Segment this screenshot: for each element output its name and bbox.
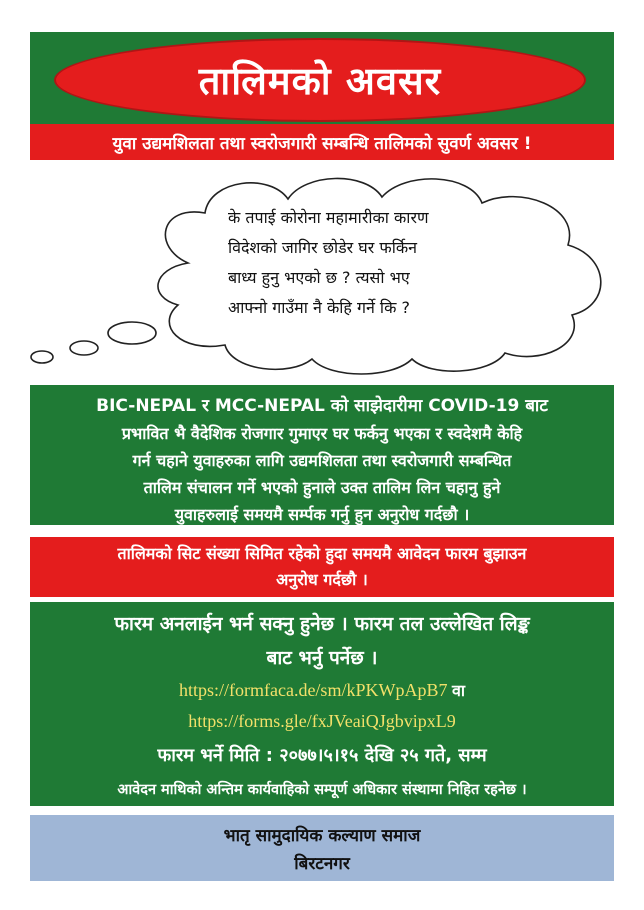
subtitle-band <box>30 124 614 160</box>
form-rights-note: आवेदन माथिको अन्तिम कार्यवाहिको सम्पूर्ण अधिकार संस्थामा निहित रहनेछ । <box>117 782 527 798</box>
form-link-1[interactable]: https://formfaca.de/sm/kPKWpApB7 <box>178 680 448 700</box>
form-link-2[interactable]: https://forms.gle/fxJVeaiQJgbvipxL9 <box>188 711 456 731</box>
info-line: तालिम संचालन गर्ने भएको हुनाले उक्त तालिम लिन चहानु हुने <box>143 478 501 497</box>
footer-org-box <box>30 815 614 881</box>
page-subtitle: युवा उद्यमशिलता तथा स्वरोजगारी सम्बन्धि तालिमको सुवर्ण अवसर ! <box>112 133 532 154</box>
header-oval <box>54 38 586 122</box>
info-line: प्रभावित भै वैदेशिक रोजगार गुमाएर घर फर्कनु भएका र स्वदेशमै केहि <box>121 424 523 443</box>
info-line: गर्न चहाने युवाहरुका लागि उद्यमशिलता तथा स्वरोजगारी सम्बन्धित <box>132 451 512 470</box>
link-separator: वा <box>451 681 465 700</box>
form-instruction-line1: फारम अनलाईन भर्न सक्नु हुनेछ । फारम तल उल्लेखित लिङ्क <box>114 613 530 635</box>
info-line: BIC-NEPAL र MCC-NEPAL को साझेदारीमा COVID-19 बाट <box>96 396 548 416</box>
cloud-line: आफ्नो गाउँमा नै केहि गर्ने कि ? <box>228 298 410 317</box>
notice-line: तालिमको सिट संख्या सिमित रहेको हुदा समयमै आवेदन फारम बुझाउन <box>117 544 527 563</box>
org-location: बिरटनगर <box>294 854 350 874</box>
notice-box <box>30 537 614 597</box>
org-name: भातृ सामुदायिक कल्याण समाज <box>223 826 421 846</box>
notice-line: अनुरोध गर्दछौ । <box>276 570 368 589</box>
info-line: युवाहरुलाई समयमै सर्म्पक गर्नु हुन अनुरोध गर्दछौ । <box>174 505 470 524</box>
cloud-line: विदेशको जागिर छोडेर घर फर्किन <box>228 238 418 257</box>
cloud-line: के तपाई कोरोना महामारीका कारण <box>228 208 429 227</box>
cloud-line: बाध्य हुनु भएको छ ? त्यसो भए <box>228 268 410 287</box>
info-box <box>30 385 614 525</box>
page-title: तालिमको अवसर <box>198 59 442 103</box>
form-instruction-line2: बाट भर्नु पर्नेछ । <box>266 647 378 669</box>
form-link-row-2 <box>30 711 614 732</box>
form-link-row-1 <box>30 679 614 701</box>
form-box <box>30 602 614 806</box>
thought-cloud-text <box>228 203 558 323</box>
form-date: फारम भर्ने मिति : २०७७।५।१५ देखि २५ गते, सम्म <box>157 745 487 766</box>
